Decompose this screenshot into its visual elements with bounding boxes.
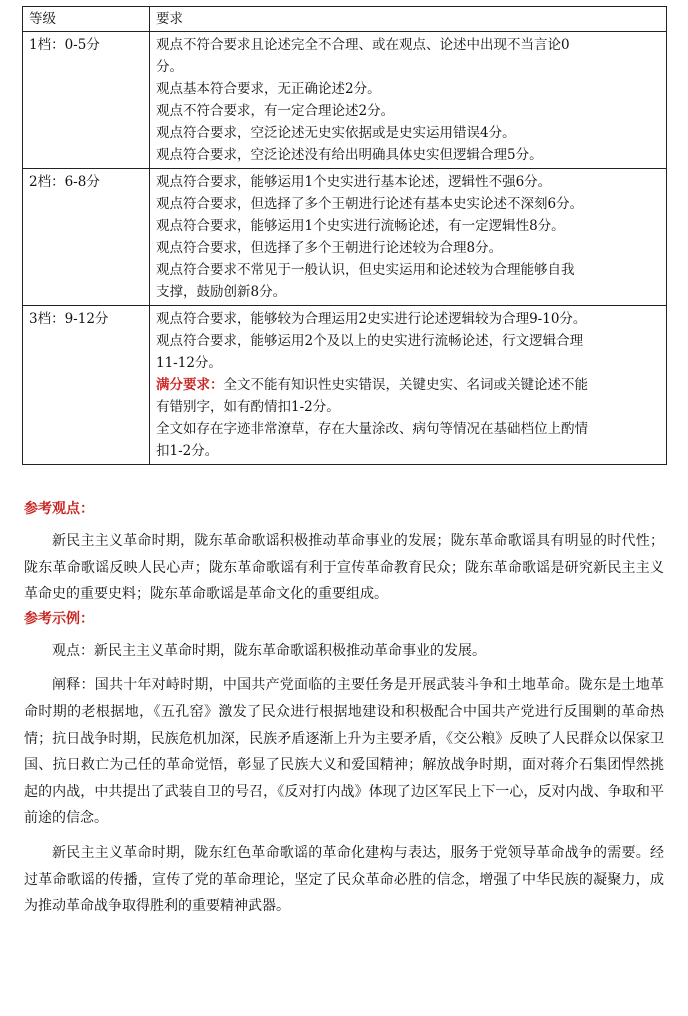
requirement-line: 观点符合要求不常见于一般认识，但史实运用和论述较为合理能够自我: [156, 262, 575, 278]
header-requirement: 要求: [150, 7, 667, 32]
requirement-line: 观点符合要求，能够运用1个史实进行流畅论述，有一定逻辑性8分。: [156, 218, 565, 234]
ref-view-paragraph: 新民主主义革命时期，陇东革命歌谣积极推动革命事业的发展；陇东革命歌谣具有明显的时代性；陇东革命歌谣反映人民心声；陇东革命歌谣有利于宣传革命教育民众；陇东革命歌谣是研究新民主主义革命史的重要史料；陇东革命歌谣是革命文化的重要组成。: [24, 533, 664, 603]
requirement-line: 观点符合要求，但选择了多个王朝进行论述较为合理8分。: [156, 240, 503, 256]
requirement-line: 观点不符合要求，有一定合理论述2分。: [156, 103, 395, 119]
requirement-line: 观点符合要求，空泛论述无史实依据或是史实运用错误4分。: [156, 125, 516, 141]
full-score-text: 全文不能有知识性史实错误，关键史实、名词或关键论述不能: [223, 377, 588, 393]
requirement-line: 支撑，鼓励创新8分。: [156, 284, 287, 300]
grading-table: [22, 6, 667, 465]
requirement-line: 观点基本符合要求，无正确论述2分。: [156, 81, 381, 97]
level-cell: 1档：0-5分: [23, 32, 150, 169]
requirement-line: 观点不符合要求且论述完全不合理、或在观点、论述中出现不当言论0: [156, 37, 570, 53]
reference-section: [24, 498, 664, 920]
full-score-label: 满分要求：: [156, 377, 224, 393]
requirement-line: 观点符合要求，空泛论述没有给出明确具体史实但逻辑合理5分。: [156, 147, 543, 163]
ref-example-explanation: 阐释：国共十年对峙时期，中国共产党面临的主要任务是开展武装斗争和土地革命。陇东是土地革命时期的老根据地，《五孔窑》激发了民众进行根据地建设和积极配合中国共产党进行反围剿的革命热情；抗日战争时期，民族危机加深，民族矛盾逐渐上升为主要矛盾，《交公粮》反映了人民群众以保家卫国、抗日救亡为己任的革命觉悟，彰显了民族大义和爱国精神；解放战争时期，面对蒋介石集团悍然挑起的内战，中共提出了武装自卫的号召，《反对打内战》体现了边区军民上下一心，反对内战、争取和平前途的信念。: [24, 677, 664, 827]
requirement-line: 观点符合要求，能够较为合理运用2史实进行论述逻辑较为合理9-10分。: [156, 311, 587, 327]
requirement-line: 观点符合要求，能够运用2个及以上的史实进行流畅论述，行文逻辑合理: [156, 333, 584, 349]
requirement-line: 扣1-2分。: [156, 443, 219, 459]
header-level: 等级: [23, 7, 150, 32]
table-row: [23, 169, 667, 306]
ref-example-heading: 参考示例：: [24, 610, 94, 627]
requirement-line: 全文如存在字迹非常潦草，存在大量涂改、病句等情况在基础档位上酌情: [156, 421, 588, 437]
ref-view-heading: 参考观点：: [24, 501, 94, 517]
requirement-line: 有错别字，如有酌情扣1-2分。: [156, 399, 340, 415]
ref-example-conclusion: 新民主主义革命时期，陇东红色革命歌谣的革命化建构与表达，服务于党领导革命战争的需要。经过革命歌谣的传播，宣传了党的革命理论，坚定了民众革命必胜的信念，增强了中华民族的凝聚力，成为推动革命战争取得胜利的重要精神武器。: [24, 844, 664, 915]
table-row: [23, 32, 667, 169]
table-header-row: [23, 7, 667, 32]
requirement-line: 11-12分。: [156, 355, 222, 371]
ref-example-viewpoint: 观点：新民主主义革命时期，陇东革命歌谣积极推动革命事业的发展。: [52, 642, 486, 659]
requirement-cell: [150, 306, 667, 465]
requirement-line: 分。: [156, 59, 183, 75]
requirement-line: 观点符合要求，但选择了多个王朝进行论述有基本史实论述不深刻6分。: [156, 196, 584, 212]
table-row: [23, 306, 667, 465]
level-cell: 3档：9-12分: [23, 306, 150, 465]
requirement-cell: [150, 32, 667, 169]
requirement-line: [156, 374, 660, 396]
level-cell: 2档：6-8分: [23, 169, 150, 306]
requirement-line: 观点符合要求，能够运用1个史实进行基本论述，逻辑性不强6分。: [156, 174, 552, 190]
requirement-cell: [150, 169, 667, 306]
